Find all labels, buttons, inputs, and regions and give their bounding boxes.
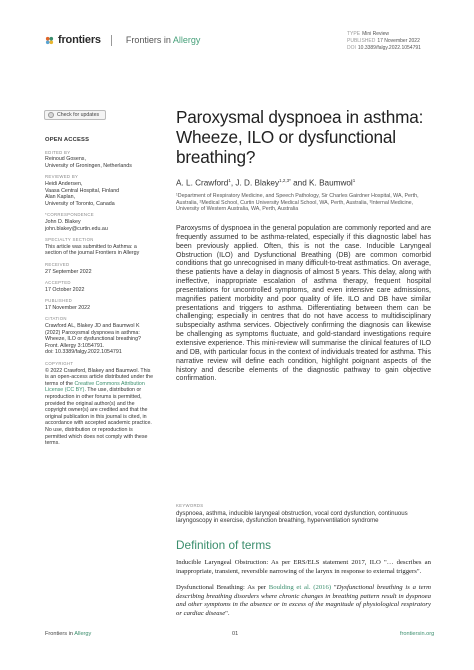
page-number: 01 <box>232 631 239 637</box>
copyright: © 2022 Crawford, Blakey and Baumwol. This is an open-access article distributed under the terms of the Creative Commons Attribution License (CC BY). The use, distribution or reproduction in other forums is permitted, provided the original author(s) and the copyright owner(s) are credited and that the original publication in this journal is cited, in accordance with accepted academic practice. No use, distribution or reproduction is permitted which does not comply with these terms. <box>45 367 154 447</box>
affiliations: ¹Department of Respiratory Medicine, and Speech Pathology, Sir Charles Gairdner Hospital, WA, Perth, Australia, ²Medical School, Curtin University Medical School, WA, Perth, Australia, ³Internal Medicine, University of Western Australia, WA, Perth, Australia <box>176 193 419 213</box>
cc-license-link[interactable]: Creative Commons Attribution License (CC BY) <box>45 380 145 394</box>
received-date: 27 September 2022 <box>45 268 92 275</box>
authors: A. L. Crawford$^1$, J. D. Blakey$^{1,2,3*}$ and K. Baumwol$^1$ <box>176 178 356 188</box>
sidebar: OPEN ACCESS EDITED BY Reinoud Gosens, University of Groningen, Netherlands REVIEWED BY Heidi Andersen, Vaasa Central Hospital, Finland Alan Kaplan, University of Toronto, Canada *CORRESPONDENCE John D. Blakey john.blakey@curtin.edu.au SPECIALTY SECTION This article was submitted to Asthma: a section of the journal Frontiers in Allergy RECEIVED 27 September 2022 ACCEPTED 17 October 2022 PUBLISHED 17 November 2022 CITATION Crawford AL, Blakey JD and Baumwol K (2022) Paroxysmal dyspnoea in asthma: Wheeze, ILO or dysfunctional breathing? Front. Allergy 3:1054791. doi: 10.3389/falgy.2022.1054791 COPYRIGHT © 2022 Crawford, Blakey and Baumwol. This is an open-access article distributed under the terms of the Creative Commons Attribution License (CC BY). The use, distribution or reproduction in other forums is permitted, provided the original author(s) and the copyright owner(s) are credited and that the original publication in this journal is cited, in accordance with accepted academic practice. No use, distribution or reproduction is permitted which does not comply with these terms. <box>45 137 154 447</box>
updates-icon <box>48 112 54 118</box>
body-paragraph-2: Dysfunctional Breathing: As per Boulding et al. (2016) "Dysfunctional breathing is a term describing breathing disorders where chronic changes in breathing pattern result in dyspnoea and other symptoms in the absence or in excess of the magnitude of physiological respiratory or cardiac disease". <box>176 584 431 617</box>
header-logo <box>45 34 200 46</box>
correspondence: John D. Blakey john.blakey@curtin.edu.au <box>45 218 108 232</box>
brand-name: frontiers <box>58 34 101 46</box>
body-paragraph-1: Inducible Laryngeal Obstruction: As per ERS/ELS statement 2017, ILO "… describes an inappropriate, transient, reversible narrowing of the larynx in response to external triggers". <box>176 559 431 575</box>
article-title: Paroxysmal dyspnoea in asthma: Wheeze, ILO or dysfunctional breathing? <box>176 107 424 168</box>
abstract: Paroxysms of dyspnoea in the general population are commonly reported and are frequently assumed to be asthma-related, especially if this diagnostic label has been previously applied. Often, this is not the case. Inducible Laryngeal Obstruction (ILO) and Dysfunctional Breathing (DB) are common comorbid conditions that go unrecognised in many difficult-to-treat asthmatics. On average, these patients have a delay in diagnosis of almost 5 years. This delay, along with ineffective, inappropriate escalation of asthma therapy, frequent hospital presentations for uncontrolled symptoms, and even intensive care admissions, magnifies patient morbidity and poor quality of life. ILO and DB have similar presentations and triggers to asthma. Differentiating between them can be challenging; especially in centres that do not have access to multidisciplinary subspecialty asthma services. Objectively confirming the diagnosis can likewise be challenging as symptoms fluctuate, and gold-standard investigations require extensive experience. This mini-review will summarise the clinical features of ILO and DB, with particular focus in the context of individuals treated for asthma. This narrative review will define each condition, highlight poignant aspects of the history and describe elements of the diagnostic pathway to gain objective confirmation. <box>176 225 431 383</box>
accepted-date: 17 October 2022 <box>45 286 85 293</box>
article-meta: TYPE Mini Review PUBLISHED 17 November 2022 DOI 10.3389/falgy.2022.1054791 <box>347 31 421 52</box>
frontiers-logo-icon <box>45 36 54 45</box>
specialty-section: This article was submitted to Asthma: a section of the journal Frontiers in Allergy <box>45 243 140 257</box>
keywords-label: KEYWORDS <box>176 503 204 508</box>
header-divider <box>111 35 112 46</box>
citation: Crawford AL, Blakey JD and Baumwol K (2022) Paroxysmal dyspnoea in asthma: Wheeze, ILO or dysfunctional breathing? Front. Allergy 3:1054791. doi: 10.3389/falgy.2022.1054791 <box>45 323 141 356</box>
footer-journal: Frontiers in Allergy <box>45 631 92 637</box>
reviewed-by: Heidi Andersen, Vaasa Central Hospital, Finland Alan Kaplan, University of Toronto, Canada <box>45 180 120 207</box>
published-date: 17 November 2022 <box>45 304 91 311</box>
section-heading: Definition of terms <box>176 538 272 552</box>
footer-url[interactable]: frontiersin.org <box>400 631 435 637</box>
keywords: dyspnoea, asthma, inducible laryngeal obstruction, vocal cord dysfunction, continuous laryngoscopy in exercise, dysfunction breathing, hyperventilation syndrome <box>176 510 408 525</box>
check-for-updates-button[interactable]: Check for updates <box>44 110 106 120</box>
open-access-label: OPEN ACCESS <box>45 137 90 143</box>
journal-name: Frontiers in Allergy <box>125 35 201 45</box>
reference-link[interactable]: Boulding et al. (2016) <box>268 584 332 591</box>
edited-by: Reinoud Gosens, University of Groningen, Netherlands <box>45 156 132 169</box>
